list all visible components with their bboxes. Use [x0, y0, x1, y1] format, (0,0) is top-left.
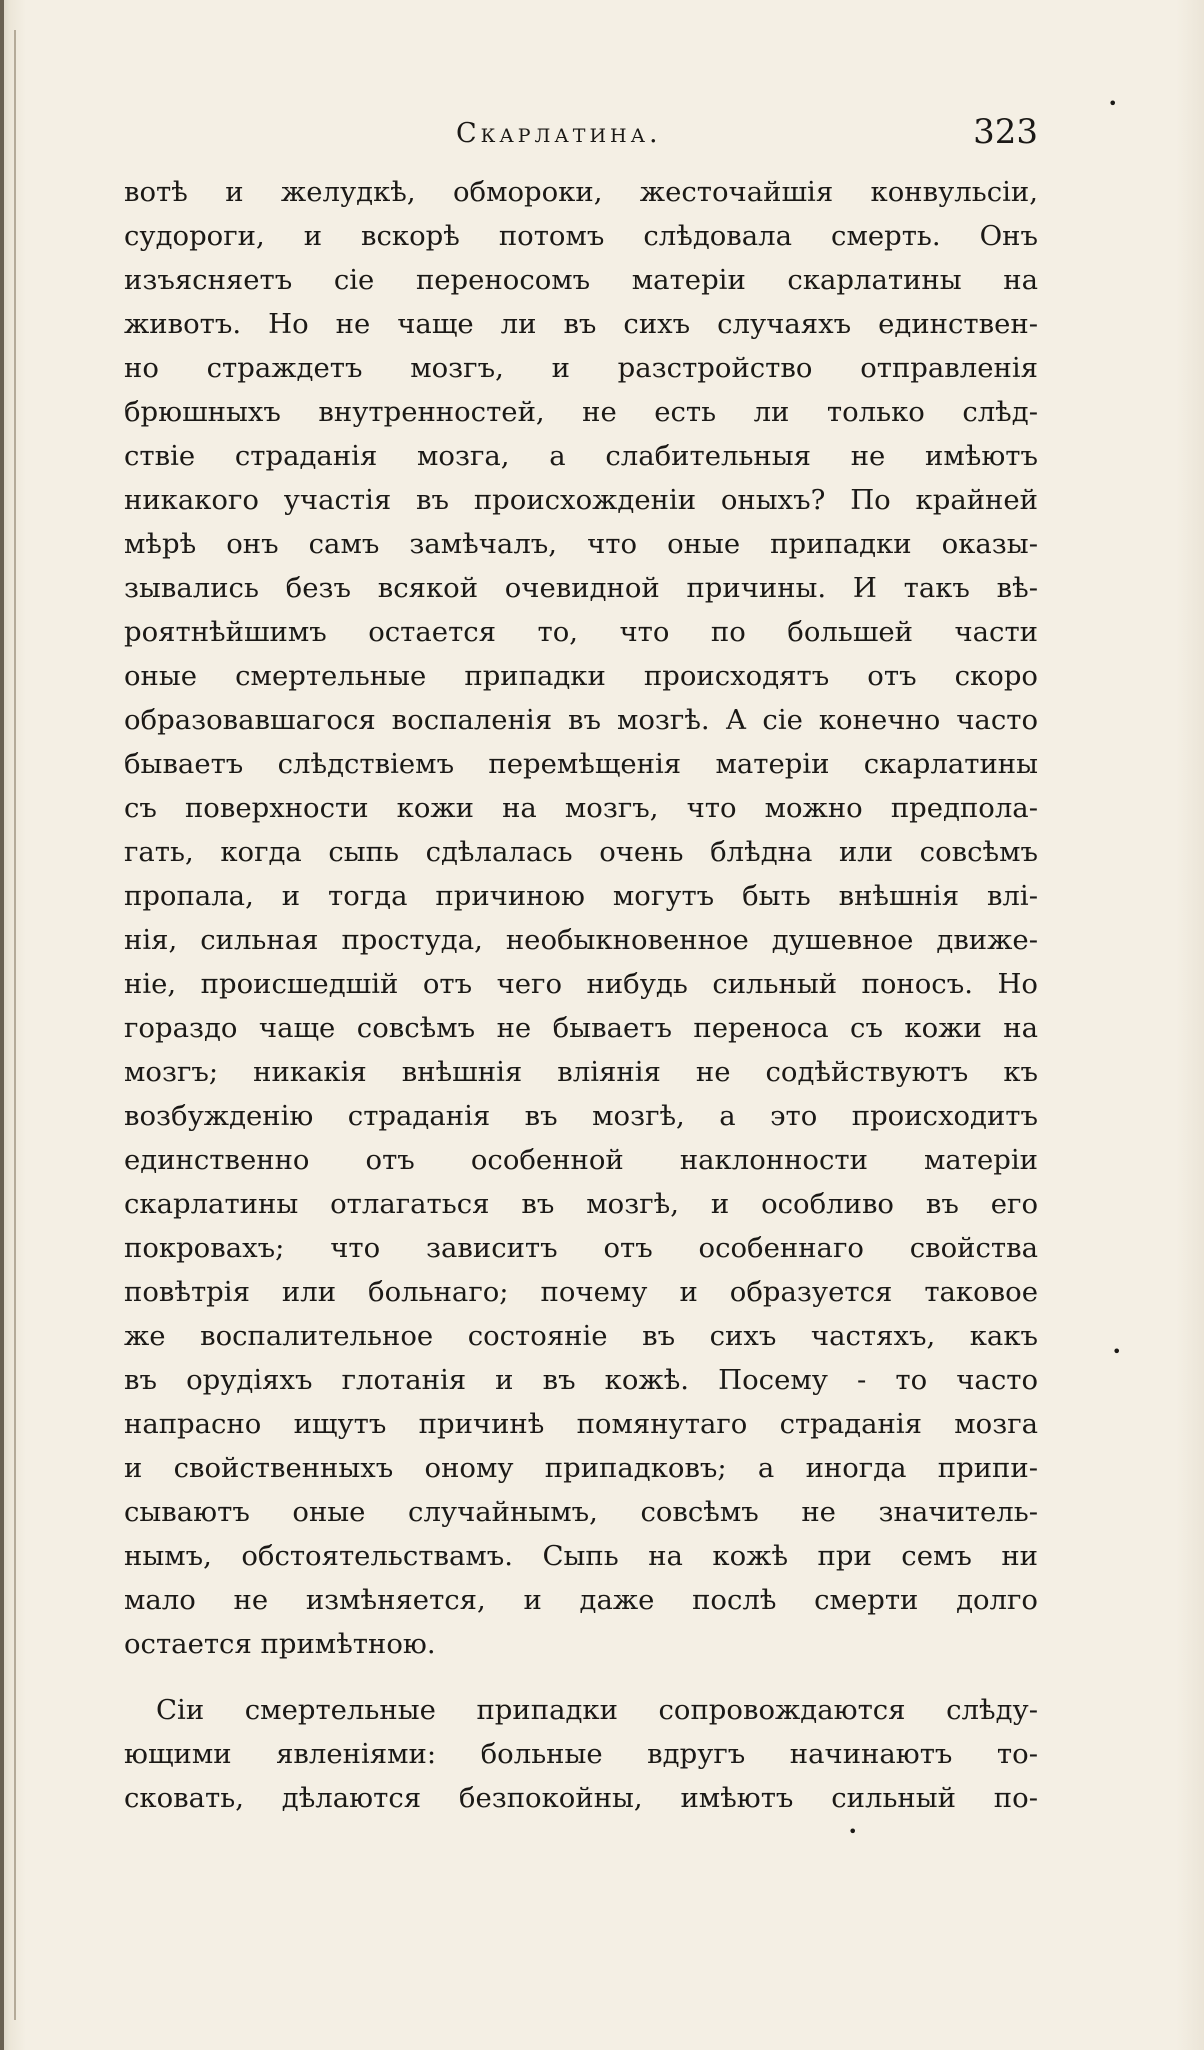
- text-line: остается примѣтною.: [124, 1628, 436, 1660]
- text-line: вотѣ и желудкѣ, обмороки, жесточайшія конвульсіи,: [124, 176, 1038, 208]
- text-line: никакого участія въ происхожденіи оныхъ? По крайней: [124, 484, 1038, 516]
- page-spine-edge: [0, 0, 4, 2050]
- text-line: покровахъ; что зависитъ отъ особеннаго свойства: [124, 1232, 1038, 1264]
- text-line: Сіи смертельные припадки сопровождаются слѣду-: [156, 1694, 1038, 1726]
- running-title: Скарлатина.: [456, 118, 662, 149]
- paragraph: [124, 170, 1038, 1666]
- text-line: гораздо чаще совсѣмъ не бываетъ переноса съ кожи на: [124, 1012, 1038, 1044]
- page-gutter-line: [14, 30, 16, 2020]
- text-line: нымъ, обстоятельствамъ. Сыпь на кожѣ при семъ ни: [124, 1540, 1038, 1572]
- text-line: мало не измѣняется, и даже послѣ смерти долго: [124, 1584, 1038, 1616]
- text-line: нія, сильная простуда, необыкновенное душевное движе-: [124, 924, 1038, 956]
- text-line: ніе, происшедшій отъ чего нибудь сильный поносъ. Но: [124, 968, 1038, 1000]
- text-line: и свойственныхъ оному припадковъ; а иногда припи-: [124, 1452, 1038, 1484]
- text-line: зывались безъ всякой очевидной причины. И такъ вѣ-: [124, 572, 1038, 604]
- text-line: но страждетъ мозгъ, и разстройство отправленія: [124, 352, 1038, 384]
- paragraph: [124, 1688, 1038, 1820]
- text-line: въ орудіяхъ глотанія и въ кожѣ. Посему - то часто: [124, 1364, 1038, 1396]
- text-line: животъ. Но не чаще ли въ сихъ случаяхъ единствен-: [124, 308, 1038, 340]
- page-number: 323: [973, 112, 1038, 152]
- text-line: мозгъ; никакія внѣшнія вліянія не содѣйствуютъ къ: [124, 1056, 1038, 1088]
- text-line: же воспалительное состояніе въ сихъ частяхъ, какъ: [124, 1320, 1038, 1352]
- text-line: роятнѣйшимъ остается то, что по большей части: [124, 616, 1038, 648]
- text-line: образовавшагося воспаленія въ мозгѣ. А сіе конечно часто: [124, 704, 1038, 736]
- text-line: съ поверхности кожи на мозгъ, что можно предпола-: [124, 792, 1038, 824]
- text-line: ствіе страданія мозга, а слабительныя не имѣютъ: [124, 440, 1038, 472]
- text-line: бываетъ слѣдствіемъ перемѣщенія матеріи скарлатины: [124, 748, 1038, 780]
- text-line: судороги, и вскорѣ потомъ слѣдовала смерть. Онъ: [124, 220, 1038, 252]
- text-line: сковать, дѣлаются безпокойны, имѣютъ сильный по-: [124, 1782, 1038, 1814]
- text-line: брюшныхъ внутренностей, не есть ли только слѣд-: [124, 396, 1038, 428]
- text-line: оные смертельные припадки происходятъ отъ скоро: [124, 660, 1038, 692]
- body-text: [124, 170, 1038, 1820]
- text-line: скарлатины отлагаться въ мозгѣ, и особливо въ его: [124, 1188, 1038, 1220]
- text-line: гать, когда сыпь сдѣлалась очень блѣдна или совсѣмъ: [124, 836, 1038, 868]
- text-line: единственно отъ особенной наклонности матеріи: [124, 1144, 1038, 1176]
- print-speck-mark: •: [1112, 1342, 1122, 1361]
- text-line: повѣтрія или больнаго; почему и образуется таковое: [124, 1276, 1038, 1308]
- text-line: возбужденію страданія въ мозгѣ, а это происходитъ: [124, 1100, 1038, 1132]
- text-line: сываютъ оные случайнымъ, совсѣмъ не значитель-: [124, 1496, 1038, 1528]
- print-speck-mark: •: [848, 1822, 858, 1841]
- paragraph-break: [124, 1666, 1038, 1688]
- text-line: мѣрѣ онъ самъ замѣчалъ, что оные припадки оказы-: [124, 528, 1038, 560]
- text-line: напрасно ищутъ причинѣ помянутаго страданія мозга: [124, 1408, 1038, 1440]
- text-line: изъясняетъ сіе переносомъ матеріи скарлатины на: [124, 264, 1038, 296]
- running-head: [124, 108, 1038, 168]
- text-line: ющими явленіями: больные вдругъ начинаютъ то-: [124, 1738, 1038, 1770]
- text-line: пропала, и тогда причиною могутъ быть внѣшнія влі-: [124, 880, 1038, 912]
- print-speck-mark: •: [1108, 94, 1118, 113]
